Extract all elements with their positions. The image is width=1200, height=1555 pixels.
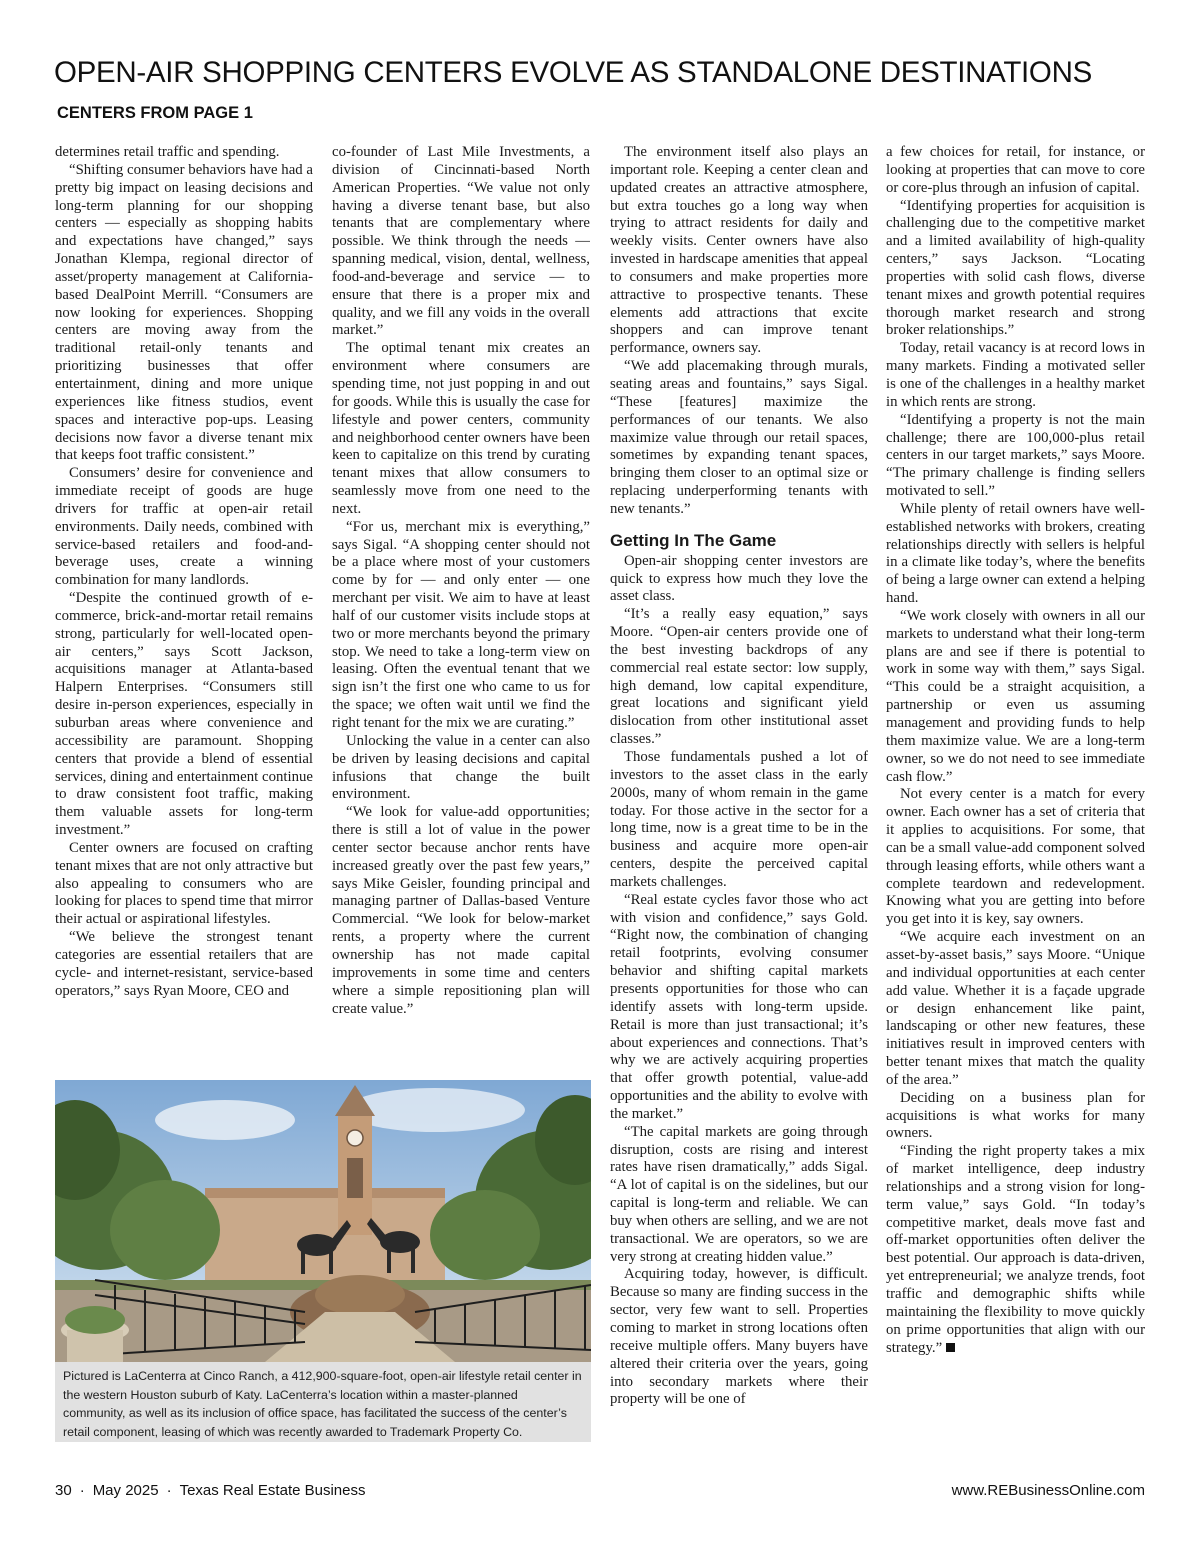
footer-left bbox=[55, 1482, 366, 1499]
paragraph: “We acquire each investment on an asset-by-asset basis,” says Moore. “Unique and individual opportunities at each center add value. Whether it is a façade upgrade or design enhancement like paint, landscaping or other new features, these initiatives result in improved centers with better tenant mixes that match the quality of the area.” bbox=[886, 929, 1145, 1088]
column-3 bbox=[610, 144, 868, 1479]
photo-caption: Pictured is LaCenterra at Cinco Ranch, a 412,900-square-foot, open-air lifestyle retail center in the western Houston suburb of Katy. LaCenterra’s location within a master-planned community, as well as its inclusion of office space, has facilitated the success of the center’s retail component, leasing of which was recently awarded to Trademark Property Co. bbox=[55, 1362, 591, 1442]
paragraph: Consumers’ desire for convenience and immediate receipt of goods are huge drivers for traffic at open-air retail environments. Daily needs, combined with service-based retailers and food-and-beverage uses, create a winning combination for many landlords. bbox=[55, 465, 313, 589]
paragraph: “Identifying properties for acquisition is challenging due to the competitive market and a limited availability of high-quality centers,” says Jackson. “Locating properties with solid cash flows, diverse tenant mixes and growth potential requires thorough market research and strong broker relationships.” bbox=[886, 197, 1145, 339]
column-1 bbox=[55, 144, 313, 1069]
paragraph: “Real estate cycles favor those who act with vision and confidence,” says Gold. “Right now, the combination of changing retail footprints, evolving consumer behavior and shifting capital markets presents opportunities for those who can identify assets with long-term upside. Retail is more than just transactional; it’s about experiences and connections. That’s why we are actively acquiring properties that offer growth potential, value-add opportunities and the ability to evolve with the market.” bbox=[610, 891, 868, 1122]
tree bbox=[430, 1190, 540, 1280]
tree bbox=[110, 1180, 220, 1280]
paragraph: “It’s a really easy equation,” says Moore. “Open-air centers provide one of the best investing backdrops of any commercial real estate sector: low supply, high demand, low capital expenditure, great locations and significant yield dislocation from other institutional asset classes.” bbox=[610, 606, 868, 748]
paragraph bbox=[886, 1143, 1145, 1357]
subhead: Getting In The Game bbox=[610, 530, 777, 550]
footer-separator: · bbox=[166, 1482, 172, 1499]
paragraph: “We look for value-add opportunities; there is still a lot of value in the power center sector because anchor rents have increased greatly over the past few years,” says Mike Geisler, founding principal and managing partner of Dallas-based Venture Commercial. “We look for below-market rents, a property where the current ownership has not made capital improvements in some time and centers where a simple repositioning plan will create value.” bbox=[332, 804, 590, 1017]
footer-url[interactable]: www.REBusinessOnline.com bbox=[951, 1482, 1145, 1499]
paragraph: “Shifting consumer behaviors have had a pretty big impact on leasing decisions and long-term planning for our shopping centers — especially as shopping habits and expectations have changed,” says Jonathan Klempa, regional director of asset/property management at California-based DealPoint Merrill. “Consumers are now looking for experiences. Shopping centers are moving away from the traditional retail-only tenants and prioritizing businesses that offer entertainment, dining and more unique experiences like fitness studios, event spaces and interactive pop-ups. Leasing decisions now favor a diverse tenant mix that keeps foot traffic consistent.” bbox=[55, 161, 313, 464]
paragraph: Not every center is a match for every owner. Each owner has a set of criteria that it applies to acquisitions. For some, that can be a small value-add component solved through leasing efforts, while others want a complete teardown and redevelopment. Knowing what you are getting into before you get into it is key, say owners. bbox=[886, 786, 1145, 928]
cloud bbox=[155, 1100, 295, 1140]
paragraph: Center owners are focused on crafting tenant mixes that are not only attractive but also appealing to consumers who are looking for places to spend time that mirror their actual or aspirational lifestyles. bbox=[55, 839, 313, 928]
clock-icon bbox=[347, 1130, 363, 1146]
paragraph: Today, retail vacancy is at record lows in many markets. Finding a motivated seller is one of the challenges in a healthy market in which rents are strong. bbox=[886, 340, 1145, 410]
paragraph: Those fundamentals pushed a lot of investors to the asset class in the early 2000s, many of whom remain in the game today. For those active in the sector for a long time, now is a great time to be in the business and acquire more open-air centers, despite the perceived capital markets challenges. bbox=[610, 749, 868, 890]
footer-separator: · bbox=[79, 1482, 85, 1499]
paragraph-text: “Finding the right property takes a mix of market intelligence, deep industry relationships and a strong vision for long-term value,” says Gold. “In today’s competitive market, deals move fast and off-market opportunities often deliver the best potential. Our approach is data-driven, yet entrepreneurial; we analyze trends, foot traffic and demographic shifts while maintaining the flexibility to move quickly on prime opportunities that align with our strategy.” bbox=[886, 1143, 1145, 1356]
paragraph: Deciding on a business plan for acquisitions is what works for many owners. bbox=[886, 1089, 1145, 1142]
paragraph: “Identifying a property is not the main challenge; there are 100,000-plus retail centers in our target markets,” says Moore. “The primary challenge is finding sellers motivated to sell.” bbox=[886, 411, 1145, 500]
column-2 bbox=[332, 144, 590, 1069]
page-number: 30 bbox=[55, 1482, 72, 1499]
paragraph: Open-air shopping center investors are quick to express how much they love the asset class. bbox=[610, 552, 868, 605]
paragraph: “We believe the strongest tenant categories are essential retailers that are cycle- and internet-resistant, service-based operators,” says Ryan Moore, CEO and bbox=[55, 929, 313, 999]
issue-date: May 2025 bbox=[92, 1482, 159, 1499]
paragraph: determines retail traffic and spending. bbox=[55, 144, 280, 160]
paragraph: While plenty of retail owners have well-established networks with brokers, creating relationships directly with sellers is helpful in a climate like today’s, where the benefits of being a large owner can extend a helping hand. bbox=[886, 500, 1145, 607]
paragraph: “The capital markets are going through disruption, costs are rising and interest rates have risen dramatically,” adds Sigal. “A lot of capital is on the sidelines, but our capital is long-term and reliable. We can buy when others are selling, and we are not transactional. We are operators, so we are very strong at creating hidden value.” bbox=[610, 1123, 868, 1265]
paragraph: “Despite the continued growth of e-commerce, brick-and-mortar retail remains strong, particularly for well-located open-air centers,” says Scott Jackson, acquisitions manager at Atlanta-based Halpern Enterprises. “Consumers still desire in-person experiences, especially in suburban areas where convenience and accessibility are paramount. Shopping centers that provide a blend of essential services, dining and entertainment continue to draw consistent foot traffic, making them valuable assets for long-term investment.” bbox=[55, 590, 313, 839]
column-4 bbox=[886, 144, 1145, 1479]
paragraph: The optimal tenant mix creates an environment where consumers are spending time, not just popping in and out for goods. While this is usually the case for lifestyle and power centers, community and neighborhood center owners have been keen to capitalize on this trend by curating tenant mixes that allow consumers to seamlessly move from one need to the next. bbox=[332, 340, 590, 517]
publication-name: Texas Real Estate Business bbox=[179, 1482, 366, 1499]
article-photo bbox=[55, 1080, 591, 1362]
paragraph: Acquiring today, however, is difficult. Because so many are finding success in the sector, very few want to sell. Properties coming to market in strong locations often receive multiple offers. Many buyers have altered their criteria over the years, going into secondary markets where their property will be one of bbox=[610, 1266, 868, 1408]
photo-illustration bbox=[55, 1080, 591, 1362]
paragraph: “For us, merchant mix is everything,” says Sigal. “A shopping center should not be a place where most of your customers come by for — and only enter — one merchant per visit. We aim to have at least half of our customer visits include stops at two or more merchants beyond the primary stop. We need to take a long-term view on leasing. Often the eventual tenant that we sign isn’t the first one who came to us for the space; we often wait until we find the right tenant for the mix we are curating.” bbox=[332, 518, 590, 731]
paragraph: co-founder of Last Mile Investments, a division of Cincinnati-based North American Properties. “We value not only having a diverse tenant base, but also tenants that are complementary where possible. We think through the needs — spanning medical, vision, dental, wellness, food-and-beverage and service — to ensure that there is a proper mix and quality, and we fill any voids in the overall market.” bbox=[332, 144, 590, 339]
paragraph: a few choices for retail, for instance, or looking at properties that can move to core or core-plus through an infusion of capital. bbox=[886, 144, 1145, 196]
paragraph: The environment itself also plays an important role. Keeping a center clean and updated creates an attractive atmosphere, but extra touches go a long way when trying to attract residents for daily and weekly visits. Center owners have also invested in hardscape amenities that appeal to consumers and make properties more attractive to prospective tenants. These elements add attractions that excite shoppers and can improve tenant performance, owners say. bbox=[610, 144, 868, 357]
paragraph: “We add placemaking through murals, seating areas and fountains,” says Sigal. “These [features] maximize the performances of our tenants. We also maximize value through our retail spaces, sometimes by expanding tenant spaces, bringing them closer to an optimal size or replacing underperforming tenants with new tenants.” bbox=[610, 358, 868, 517]
end-mark-icon bbox=[946, 1343, 955, 1352]
jump-line: CENTERS FROM PAGE 1 bbox=[57, 104, 253, 122]
article-title: OPEN-AIR SHOPPING CENTERS EVOLVE AS STANDALONE DESTINATIONS bbox=[54, 56, 1092, 89]
paragraph: Unlocking the value in a center can also be driven by leasing decisions and capital infusions that change the built environment. bbox=[332, 732, 590, 803]
paragraph: “We work closely with owners in all our markets to understand what their long-term plans are and see if there is potential to work in some way with them,” says Sigal. “This could be a straight acquisition, a partnership or even us assuming management and providing funds to help them maximize value. We are a long-term owner, so we do not need to see immediate cash flow.” bbox=[886, 607, 1145, 785]
